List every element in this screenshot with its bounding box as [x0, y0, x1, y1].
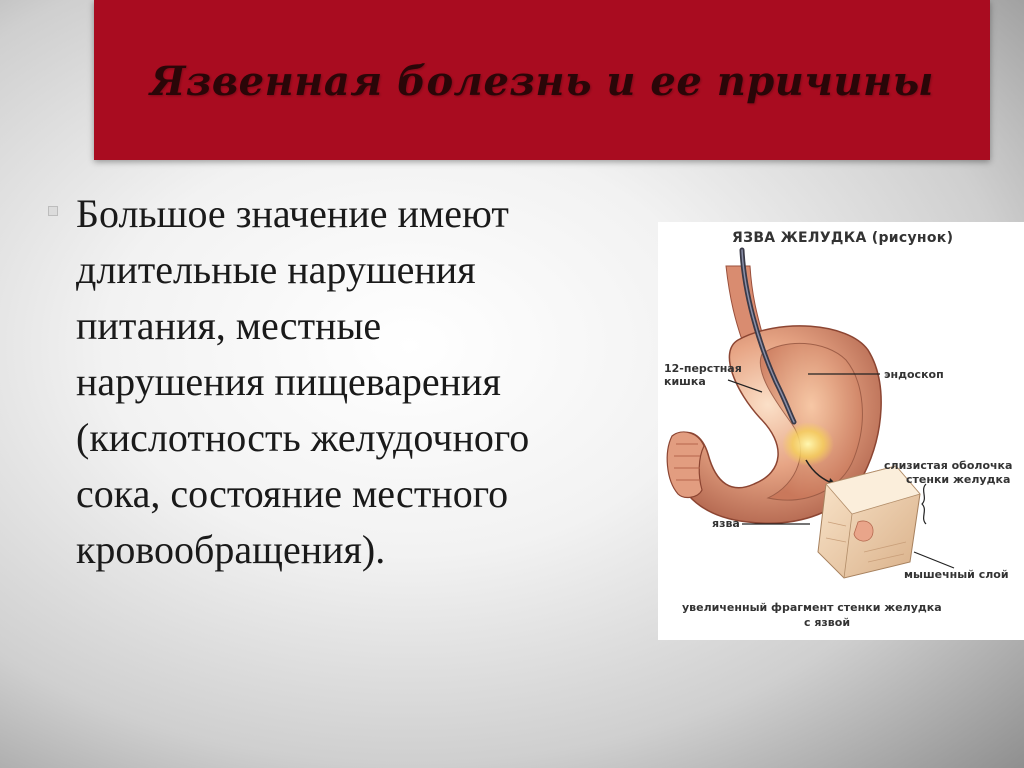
bullet-line: кровообращения).: [76, 527, 386, 572]
figure-caption: увеличенный фрагмент стенки желудка: [682, 601, 942, 614]
title-bar: [94, 0, 990, 160]
figure-caption-2: с язвой: [804, 616, 851, 629]
bullet-marker: [48, 206, 58, 216]
bullet-line: питания, местные: [76, 303, 382, 348]
duodenum-shape: [667, 432, 704, 498]
label-mucosa-2: стенки желудка: [906, 473, 1011, 486]
label-ulcer: язва: [712, 517, 740, 530]
slide-title: Язвенная болезнь и ее причины: [150, 58, 934, 105]
bullet-list: [48, 186, 648, 578]
label-duodenum-2: кишка: [664, 375, 706, 388]
label-muscle-layer: мышечный слой: [904, 568, 1009, 581]
bullet-text: [76, 186, 648, 578]
stomach-ulcer-figure: [658, 222, 1024, 640]
label-duodenum: 12-перстная: [664, 362, 742, 375]
figure-title: ЯЗВА ЖЕЛУДКА (рисунок): [732, 230, 954, 246]
label-mucosa: слизистая оболочка: [884, 459, 1013, 472]
bullet-line: длительные нарушения: [76, 247, 476, 292]
bullet-line: Большое значение имеют: [76, 191, 509, 236]
bullet-line: (кислотность желудочного: [76, 415, 530, 460]
bullet-line: нарушения пищеварения: [76, 359, 501, 404]
label-endoscope: эндоскоп: [884, 368, 944, 381]
bullet-line: сока, состояние местного: [76, 471, 509, 516]
